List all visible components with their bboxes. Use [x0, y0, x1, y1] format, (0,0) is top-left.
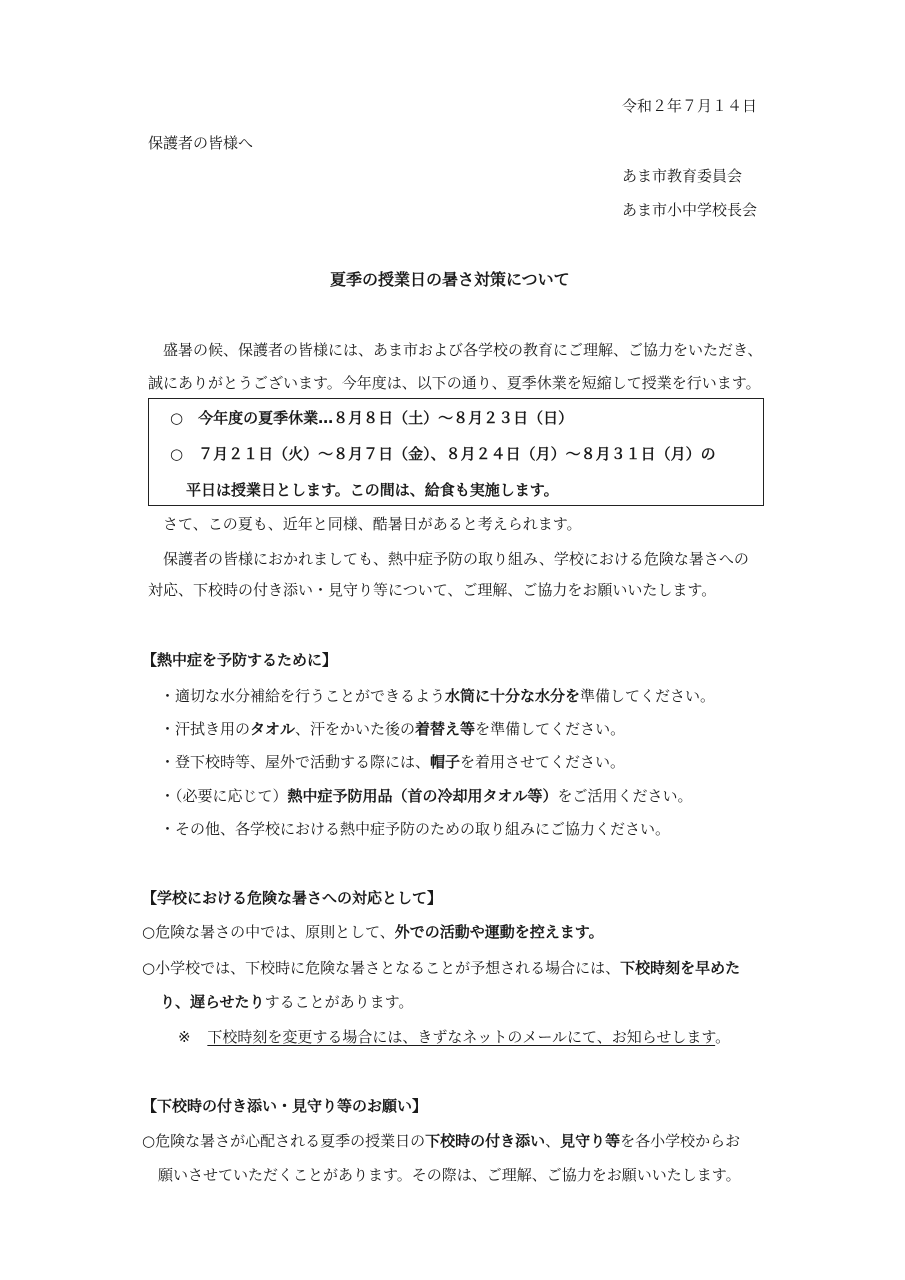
item-emphasis: 熱中症予防用品（首の冷却用タオル等）: [287, 787, 558, 805]
intro-line: 盛暑の候、保護者の皆様には、あま市および各学校の教育にご理解、ご協力をいただき、: [163, 341, 763, 359]
section-heading: 【下校時の付き添い・見守り等のお願い】: [142, 1097, 428, 1115]
item-text: 準備してください。: [580, 687, 716, 705]
item-text: 、: [545, 1132, 561, 1150]
list-item: [160, 686, 715, 706]
note-line: [178, 1027, 730, 1047]
item-emphasis: 下校時の付き添い: [425, 1132, 546, 1150]
body-line: 対応、下校時の付き添い・見守り等について、ご理解、ご協力をお願いいたします。: [148, 581, 717, 599]
sender-principals: あま市小中学校長会: [622, 201, 758, 219]
note-text: 下校時刻を変更する場合には、きずなネットのメールにて、お知らせします: [207, 1028, 716, 1046]
body-line: さて、この夏も、近年と同様、酷暑日があると考えられます。: [163, 515, 582, 533]
item-text: ・（必要に応じて）: [160, 787, 288, 805]
item-text: ・登下校時等、屋外で活動する際には、: [160, 753, 431, 771]
item-emphasis: タオル: [250, 720, 296, 738]
note-end: 。: [715, 1028, 731, 1046]
item-text: ○危険な暑さが心配される夏季の授業日の: [142, 1132, 426, 1150]
body-line: [142, 958, 740, 978]
item-emphasis: 下校時刻を早めた: [620, 959, 741, 977]
sender-board: あま市教育委員会: [622, 167, 743, 185]
item-text: をご活用ください。: [557, 787, 693, 805]
item-text: を準備してください。: [475, 720, 626, 738]
body-line: 保護者の皆様におかれましても、熱中症予防の取り組み、学校における危険な暑さへの: [163, 550, 749, 568]
body-line: [142, 922, 604, 942]
item-emphasis: 着替え等: [415, 720, 476, 738]
page-title: 夏季の授業日の暑さ対策について: [330, 270, 570, 289]
list-item: [160, 786, 693, 806]
item-emphasis: 見守り等: [560, 1132, 621, 1150]
item-text: を各小学校からお: [620, 1132, 741, 1150]
item-text: することがあります。: [264, 993, 414, 1011]
section-heading: 【学校における危険な暑さへの対応として】: [142, 889, 443, 907]
item-emphasis: り、遅らせたり: [160, 993, 265, 1011]
body-line: 願いさせていただくことがあります。その際は、ご理解、ご協力をお願いいたします。: [158, 1166, 741, 1184]
item-text: ○危険な暑さの中では、原則として、: [142, 923, 395, 941]
section-heading: 【熱中症を予防するために】: [142, 651, 338, 669]
item-text: 、汗をかいた後の: [295, 720, 416, 738]
item-text: ・適切な水分補給を行うことができるよう: [160, 687, 446, 705]
schedule-line: ○ 今年度の夏季休業…８月８日（土）～８月２３日（日）: [170, 409, 574, 427]
item-emphasis: 帽子: [430, 753, 461, 771]
item-text: ・その他、各学校における熱中症予防のための取り組みにご協力ください。: [160, 820, 671, 838]
date: 令和２年７月１４日: [622, 97, 758, 115]
list-item: [160, 752, 625, 772]
body-line: [160, 992, 413, 1012]
schedule-line: ○ ７月２１日（火）～８月７日（金）、８月２４日（月）～８月３１日（月）の: [170, 445, 716, 463]
body-line: [142, 1131, 740, 1151]
item-emphasis: 外での活動や運動を控えます。: [394, 923, 604, 941]
item-emphasis: 水筒に十分な水分を: [445, 687, 581, 705]
item-text: を着用させてください。: [460, 753, 626, 771]
addressee: 保護者の皆様へ: [148, 134, 254, 152]
item-text: ・汗拭き用の: [160, 720, 251, 738]
schedule-line: 平日は授業日とします。この間は、給食も実施します。: [186, 481, 559, 499]
item-text: ○小学校では、下校時に危険な暑さとなることが予想される場合には、: [142, 959, 621, 977]
intro-line: 誠にありがとうございます。今年度は、以下の通り、夏季休業を短縮して授業を行います。: [148, 374, 761, 392]
list-item: [160, 819, 670, 839]
list-item: [160, 719, 625, 739]
note-mark: ※: [178, 1028, 191, 1046]
